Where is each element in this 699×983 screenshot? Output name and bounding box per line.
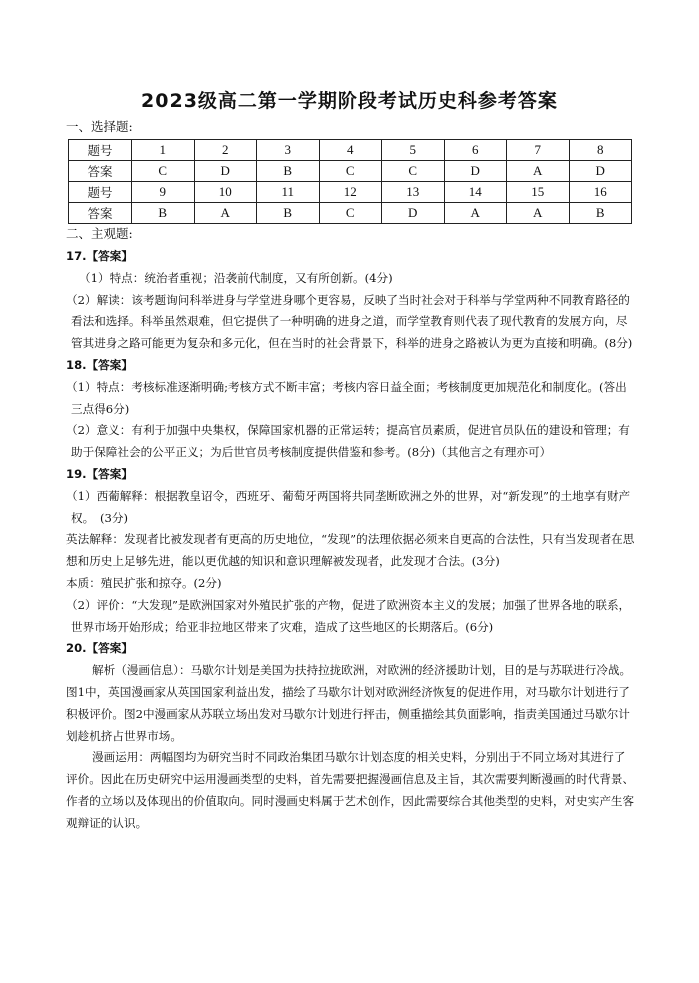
q17-heading: 17.【答案】	[66, 249, 133, 263]
question-number: 13	[382, 182, 445, 203]
answer-cell: A	[507, 203, 570, 224]
subjective-answers	[66, 246, 636, 835]
answer-cell: C	[319, 203, 382, 224]
row-label-question: 题号	[69, 182, 132, 203]
q17-part1: （1）特点：统治者重视；沿袭前代制度，又有所创新。(4分)	[79, 270, 393, 285]
table-row	[69, 161, 632, 182]
question-number: 2	[194, 140, 257, 161]
question-number: 5	[382, 140, 445, 161]
answer-cell: C	[382, 161, 445, 182]
row-label-answer: 答案	[69, 161, 132, 182]
question-number: 4	[319, 140, 382, 161]
answer-cell: B	[257, 203, 320, 224]
answer-cell: C	[319, 161, 382, 182]
answer-cell: A	[444, 203, 507, 224]
question-number: 14	[444, 182, 507, 203]
answer-cell: D	[444, 161, 507, 182]
question-number: 6	[444, 140, 507, 161]
document-title: 2023级高二第一学期阶段考试历史科参考答案	[141, 90, 558, 112]
question-number: 11	[257, 182, 320, 203]
answer-table	[68, 139, 632, 224]
q19-part1-essence: 本质：殖民扩张和掠夺。(2分)	[66, 575, 222, 590]
q20-application: 漫画运用：两幅图均为研究当时不同政治集团马歇尔计划态度的相关史料，分别出于不同立场对其进行了评价。因此在历史研究中运用漫画类型的史料，首先需要把握漫画信息及主旨，其次需要判断漫画的时代背景、作者的立场以及体现出的价值取向。同时漫画史料属于艺术创作，因此需要综合其他类型的史料，对史实产生客观辩证的认识。	[66, 750, 635, 830]
question-number: 7	[507, 140, 570, 161]
q20-heading: 20.【答案】	[66, 641, 133, 656]
answer-cell: C	[132, 161, 195, 182]
q19-part2: （2）评价：“大发现”是欧洲国家对外殖民扩张的产物，促进了欧洲资本主义的发展；加强了世界各地的联系，世界市场开始形成；给亚非拉地区带来了灾难，造成了这些地区的长期落后。(6分)	[66, 597, 631, 634]
row-label-question: 题号	[69, 140, 132, 161]
row-label-answer: 答案	[69, 203, 132, 224]
section-subjective-heading: 二、主观题:	[66, 226, 133, 241]
q17-part2: （2）解读：该考题询问科举进身与学堂进身哪个更容易，反映了当时社会对于科举与学堂两种不同教育路径的看法和选择。科举虽然艰难，但它提供了一种明确的进身之道，而学堂教育则代表了现代教育的发展方向，尽管其进身之路可能更为复杂和多元化，但在当时的社会背景下，科举的进身之路被认为更为直接和明确。(8分)	[66, 292, 633, 351]
answer-cell: D	[569, 161, 632, 182]
answer-cell: D	[382, 203, 445, 224]
question-number: 12	[319, 182, 382, 203]
question-number: 1	[132, 140, 195, 161]
answer-cell: B	[132, 203, 195, 224]
question-number: 3	[257, 140, 320, 161]
q18-part1: （1）特点：考核标准逐渐明确;考核方式不断丰富；考核内容日益全面；考核制度更加规范化和制度化。(答出三点得6分)	[66, 379, 627, 416]
q20-analysis: 解析（漫画信息）：马歇尔计划是美国为扶持拉拢欧洲，对欧洲的经济援助计划，目的是与苏联进行冷战。图1中，英国漫画家从英国国家利益出发，描绘了马歇尔计划对欧洲经济恢复的促进作用，对马歇尔计划进行了积极评价。图2中漫画家从苏联立场出发对马歇尔计划进行抨击，侧重描绘其负面影响，指责美国通过马歇尔计划趁机挤占世界市场。	[66, 663, 632, 743]
question-number: 16	[569, 182, 632, 203]
answer-cell: A	[194, 203, 257, 224]
q18-part2: （2）意义：有利于加强中央集权，保障国家机器的正常运转；提高官员素质，促进官员队伍的建设和管理；有助于保障社会的公平正义；为后世官员考核制度提供借鉴和参考。(8分)（其他言之有理亦可）	[66, 423, 630, 460]
q19-part1: （1）西葡解释：根据教皇诏令，西班牙、葡萄牙两国将共同垄断欧洲之外的世界，对“新发现”的土地享有财产权。 (3分)	[66, 488, 631, 525]
question-number: 15	[507, 182, 570, 203]
answer-cell: D	[194, 161, 257, 182]
section-choice-heading: 一、选择题:	[66, 119, 133, 134]
q19-heading: 19.【答案】	[66, 466, 133, 481]
table-row	[69, 203, 632, 224]
answer-cell: B	[257, 161, 320, 182]
answer-cell: B	[569, 203, 632, 224]
table-row	[69, 182, 632, 203]
question-number: 10	[194, 182, 257, 203]
table-row	[69, 140, 632, 161]
answer-cell: A	[507, 161, 570, 182]
q19-part1-english-french: 英法解释：发现者比被发现者有更高的历史地位，“发现”的法理依据必须来自更高的合法性，只有当发现者在思想和历史上足够先进，能以更优越的知识和意识理解被发现者，此发现才合法。(3分)	[66, 532, 635, 569]
question-number: 8	[569, 140, 632, 161]
q18-heading: 18.【答案】	[66, 357, 133, 372]
question-number: 9	[132, 182, 195, 203]
